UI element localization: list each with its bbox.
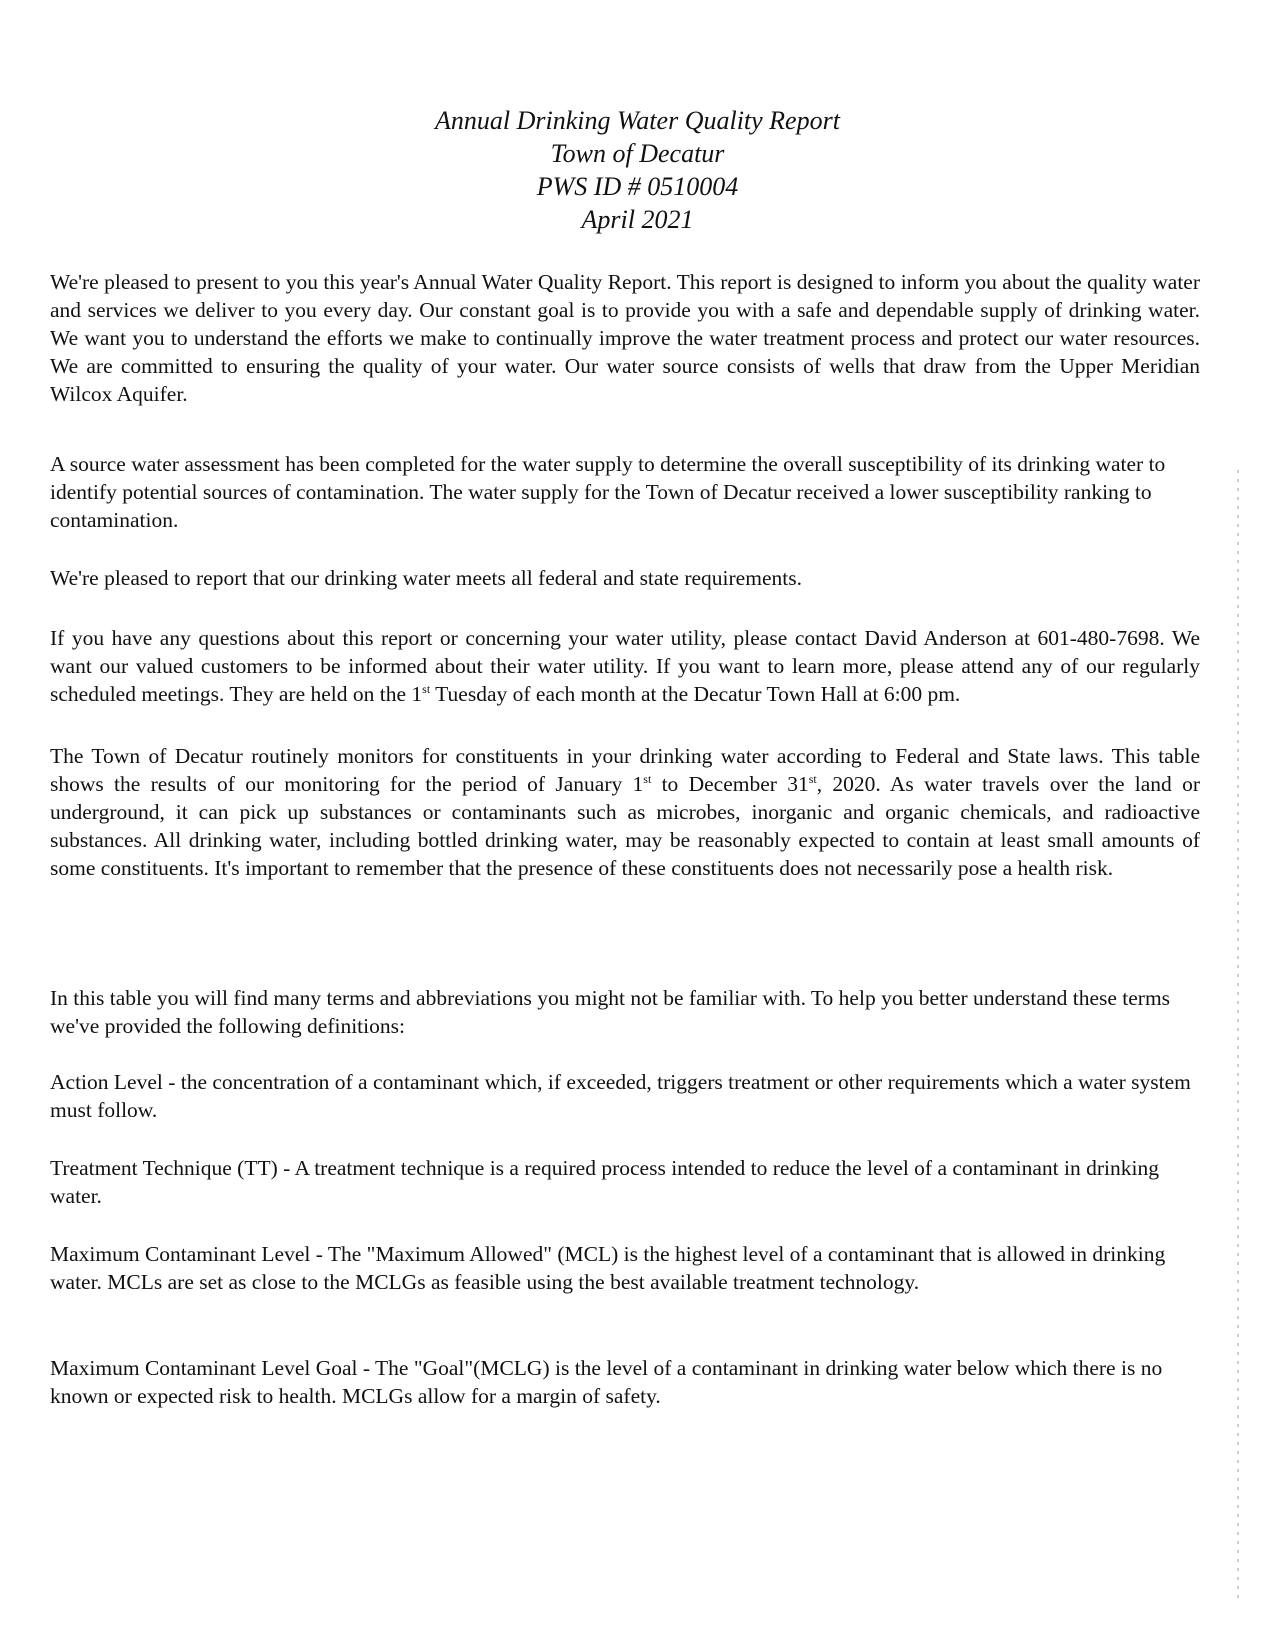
monitoring-paragraph bbox=[50, 742, 1200, 882]
report-date: April 2021 bbox=[581, 205, 694, 234]
intro-paragraph: We're pleased to present to you this year's Annual Water Quality Report. This report is designed to inform you about the quality water and services we deliver to you every day. Our constant goal is to provide you with a safe and dependable supply of drinking water. We want you to understand the efforts we make to continually improve the water treatment process and protect our water resources. We are committed to ensuring the quality of your water. Our water source consists of wells that draw from the Upper Meridian Wilcox Aquifer. bbox=[50, 270, 1200, 406]
contact-ordinal-sup: st bbox=[422, 681, 431, 696]
definition-mclg: Maximum Contaminant Level Goal - The "Goal"(MCLG) is the level of a contaminant in drinking water below which there is no known or expected risk to health. MCLGs allow for a margin of safety. bbox=[50, 1356, 1163, 1408]
town-name: Town of Decatur bbox=[550, 139, 725, 168]
contact-text-2: Tuesday of each month at the Decatur Town Hall at 6:00 pm. bbox=[430, 682, 961, 706]
definition-mcl: Maximum Contaminant Level - The "Maximum Allowed" (MCL) is the highest level of a contaminant that is allowed in drinking water. MCLs are set as close to the MCLGs as feasible using the best available treatment technology. bbox=[50, 1242, 1166, 1294]
requirements-paragraph: We're pleased to report that our drinking water meets all federal and state requirements. bbox=[50, 566, 802, 590]
assessment-paragraph: A source water assessment has been completed for the water supply to determine the overall susceptibility of its drinking water to identify potential sources of contamination. The water supply for the Town of Decatur received a lower susceptibility ranking to contamination. bbox=[50, 452, 1166, 532]
definition-action-level: Action Level - the concentration of a contaminant which, if exceeded, triggers treatment or other requirements which a water system must follow. bbox=[50, 1070, 1191, 1122]
report-title: Annual Drinking Water Quality Report bbox=[435, 106, 840, 135]
monitoring-ordinal-sup-2: st bbox=[808, 771, 817, 786]
terms-intro-paragraph: In this table you will find many terms and abbreviations you might not be familiar with. To help you better understand these terms we've provided the following definitions: bbox=[50, 986, 1171, 1038]
monitoring-text-1: The Town of Decatur routinely monitors for constituents in your drinking water according to Federal and State laws. This table shows the results of our monitoring for the period of January 1 bbox=[50, 744, 1200, 796]
pws-id: PWS ID # 0510004 bbox=[536, 172, 739, 201]
scan-edge-artifact bbox=[1237, 470, 1239, 1600]
contact-text-1: If you have any questions about this report or concerning your water utility, please contact David Anderson at 601-480-7698. We want our valued customers to be informed about their water utility. If you want to learn more, please attend any of our regularly scheduled meetings. They are held on the 1 bbox=[50, 626, 1200, 706]
definition-treatment-technique: Treatment Technique (TT) - A treatment technique is a required process intended to reduce the level of a contaminant in drinking water. bbox=[50, 1156, 1159, 1208]
contact-paragraph bbox=[50, 624, 1200, 708]
report-header bbox=[0, 104, 1275, 236]
monitoring-text-2: to December 31 bbox=[651, 772, 809, 796]
monitoring-ordinal-sup-1: st bbox=[643, 771, 652, 786]
monitoring-text-3: , 2020. As water travels over the land or underground, it can pick up substances or contaminants such as microbes, inorganic and organic chemicals, and radioactive substances. All drinking water, including bottled drinking water, may be reasonably expected to contain at least small amounts of some constituents. It's important to remember that the presence of these constituents does not necessarily pose a health risk. bbox=[50, 772, 1200, 880]
